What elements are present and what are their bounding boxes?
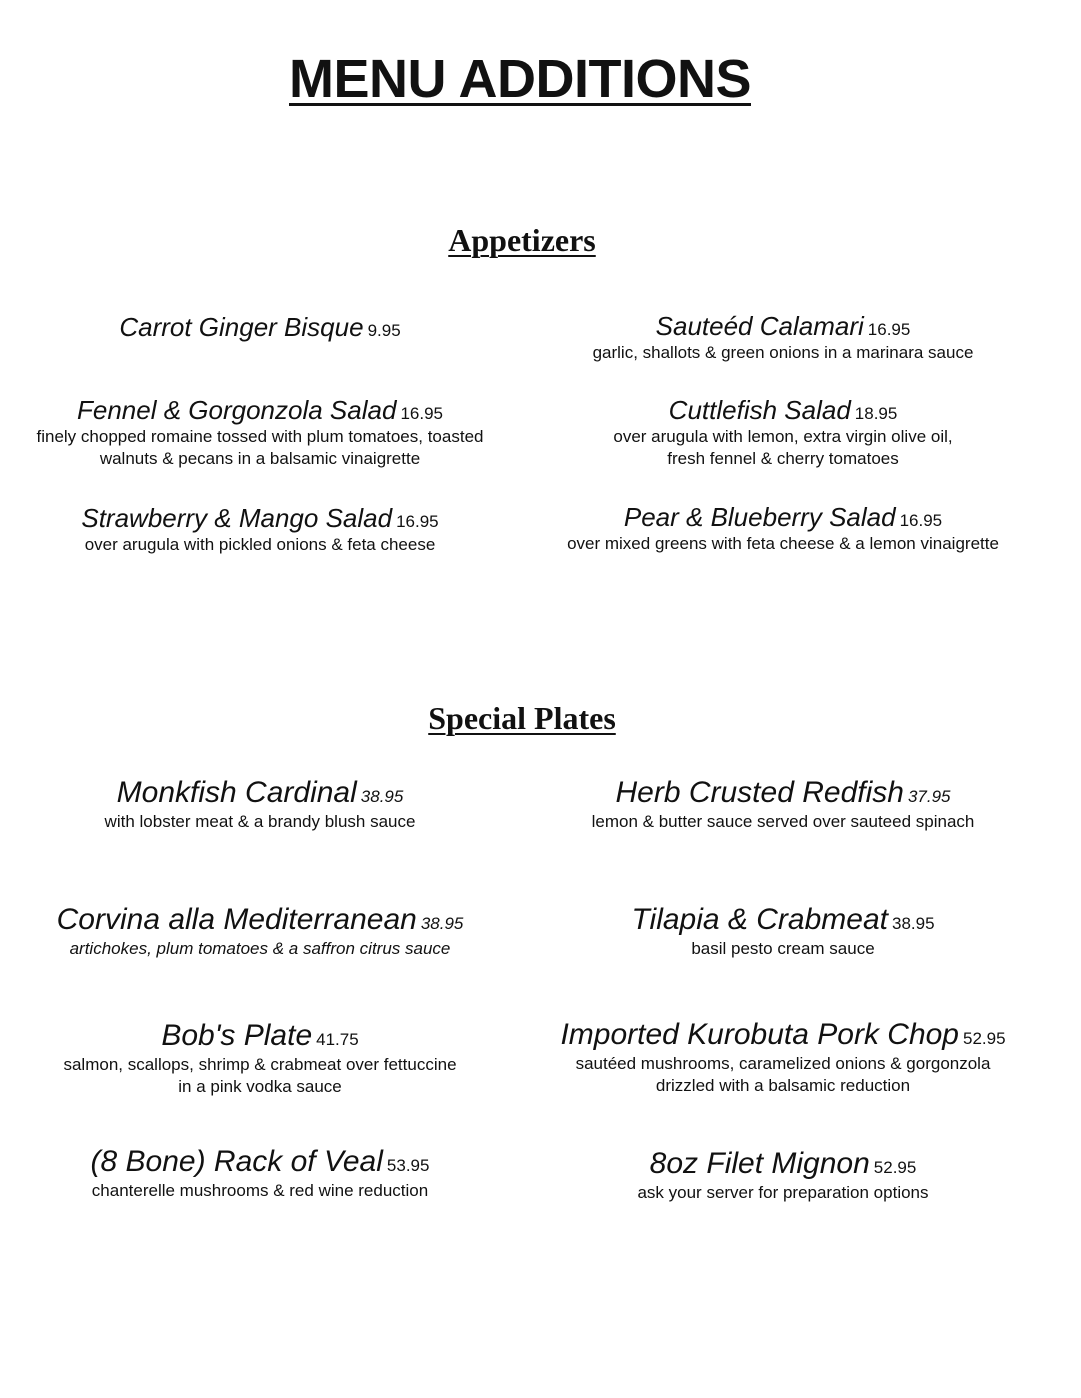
special-plates-heading: Special Plates [428,700,616,736]
item-description: ask your server for preparation options [637,1183,929,1202]
item-name: Pear & Blueberry Salad [623,502,896,532]
item-description: salmon, scallops, shrimp & crabmeat over fettuccine in a pink vodka sauce [63,1055,457,1096]
item-price: 41.75 [316,1030,359,1049]
item-name: Strawberry & Mango Salad [81,503,393,533]
item-price: 52.95 [963,1029,1006,1048]
item-name-line [525,902,1041,938]
menu-item [525,902,1041,960]
menu-item [525,1146,1041,1204]
item-name-line [525,1017,1041,1053]
item-name-line [0,395,520,426]
menu-item [0,1144,520,1202]
item-description: lemon & butter sauce served over sauteed spinach [591,812,975,831]
item-price: 52.95 [873,1158,917,1177]
item-name-line [525,1146,1041,1182]
item-description: chanterelle mushrooms & red wine reduction [91,1181,429,1200]
item-description: basil pesto cream sauce [691,939,875,958]
item-name: Sauteéd Calamari [655,311,864,341]
menu-item [525,1017,1041,1097]
item-name: (8 Bone) Rack of Veal [90,1145,383,1178]
item-description: over mixed greens with feta cheese & a lemon vinaigrette [567,534,999,554]
item-price: 38.95 [891,914,935,933]
item-name-line [0,1144,520,1180]
menu-item [0,1018,520,1098]
item-name-line [0,1018,520,1054]
menu-item [525,502,1041,555]
item-name: Monkfish Cardinal [116,776,357,809]
item-price: 53.95 [386,1156,430,1175]
menu-item [0,775,520,833]
item-name: Bob's Plate [161,1019,313,1052]
item-description: finely chopped romaine tossed with plum tomatoes, toasted walnuts & pecans in a balsamic vinaigrette [36,427,484,469]
menu-item [0,312,520,343]
item-name: Imported Kurobuta Pork Chop [560,1018,959,1051]
item-name: Fennel & Gorgonzola Salad [77,395,397,425]
item-description: artichokes, plum tomatoes & a saffron citrus sauce [69,939,451,958]
item-name: Herb Crusted Redfish [615,776,904,809]
item-price: 37.95 [907,787,951,806]
menu-item [525,775,1041,833]
item-name-line [525,311,1041,342]
item-name: Cuttlefish Salad [668,395,851,425]
item-description: over arugula with pickled onions & feta cheese [84,535,436,555]
item-name-line [0,902,520,938]
item-price: 16.95 [396,512,439,531]
menu-item [0,902,520,960]
item-description: with lobster meat & a brandy blush sauce [104,812,416,831]
item-name: 8oz Filet Mignon [649,1147,870,1180]
item-name-line [525,775,1041,811]
menu-item [0,395,520,470]
item-description: sautéed mushrooms, caramelized onions & gorgonzola drizzled with a balsamic reduction [575,1054,991,1095]
menu-item [525,395,1041,470]
menu-item [0,503,520,556]
item-price: 18.95 [854,404,898,423]
item-name-line [0,503,520,534]
item-name: Carrot Ginger Bisque [119,312,364,342]
page-title: MENU ADDITIONS [289,49,751,109]
item-name: Corvina alla Mediterranean [56,903,417,936]
menu-item [525,311,1041,364]
item-description: over arugula with lemon, extra virgin olive oil, fresh fennel & cherry tomatoes [613,427,953,469]
appetizers-heading: Appetizers [448,222,596,258]
item-price: 38.95 [420,914,464,933]
item-description: garlic, shallots & green onions in a marinara sauce [592,343,974,363]
item-price: 16.95 [400,404,443,423]
item-name-line [525,502,1041,533]
item-price: 16.95 [867,320,911,339]
item-name: Tilapia & Crabmeat [631,903,888,936]
item-price: 38.95 [360,787,404,806]
item-price: 16.95 [899,511,943,530]
item-name-line [525,395,1041,426]
item-name-line [0,775,520,811]
item-price: 9.95 [367,321,401,340]
item-name-line [0,312,520,343]
